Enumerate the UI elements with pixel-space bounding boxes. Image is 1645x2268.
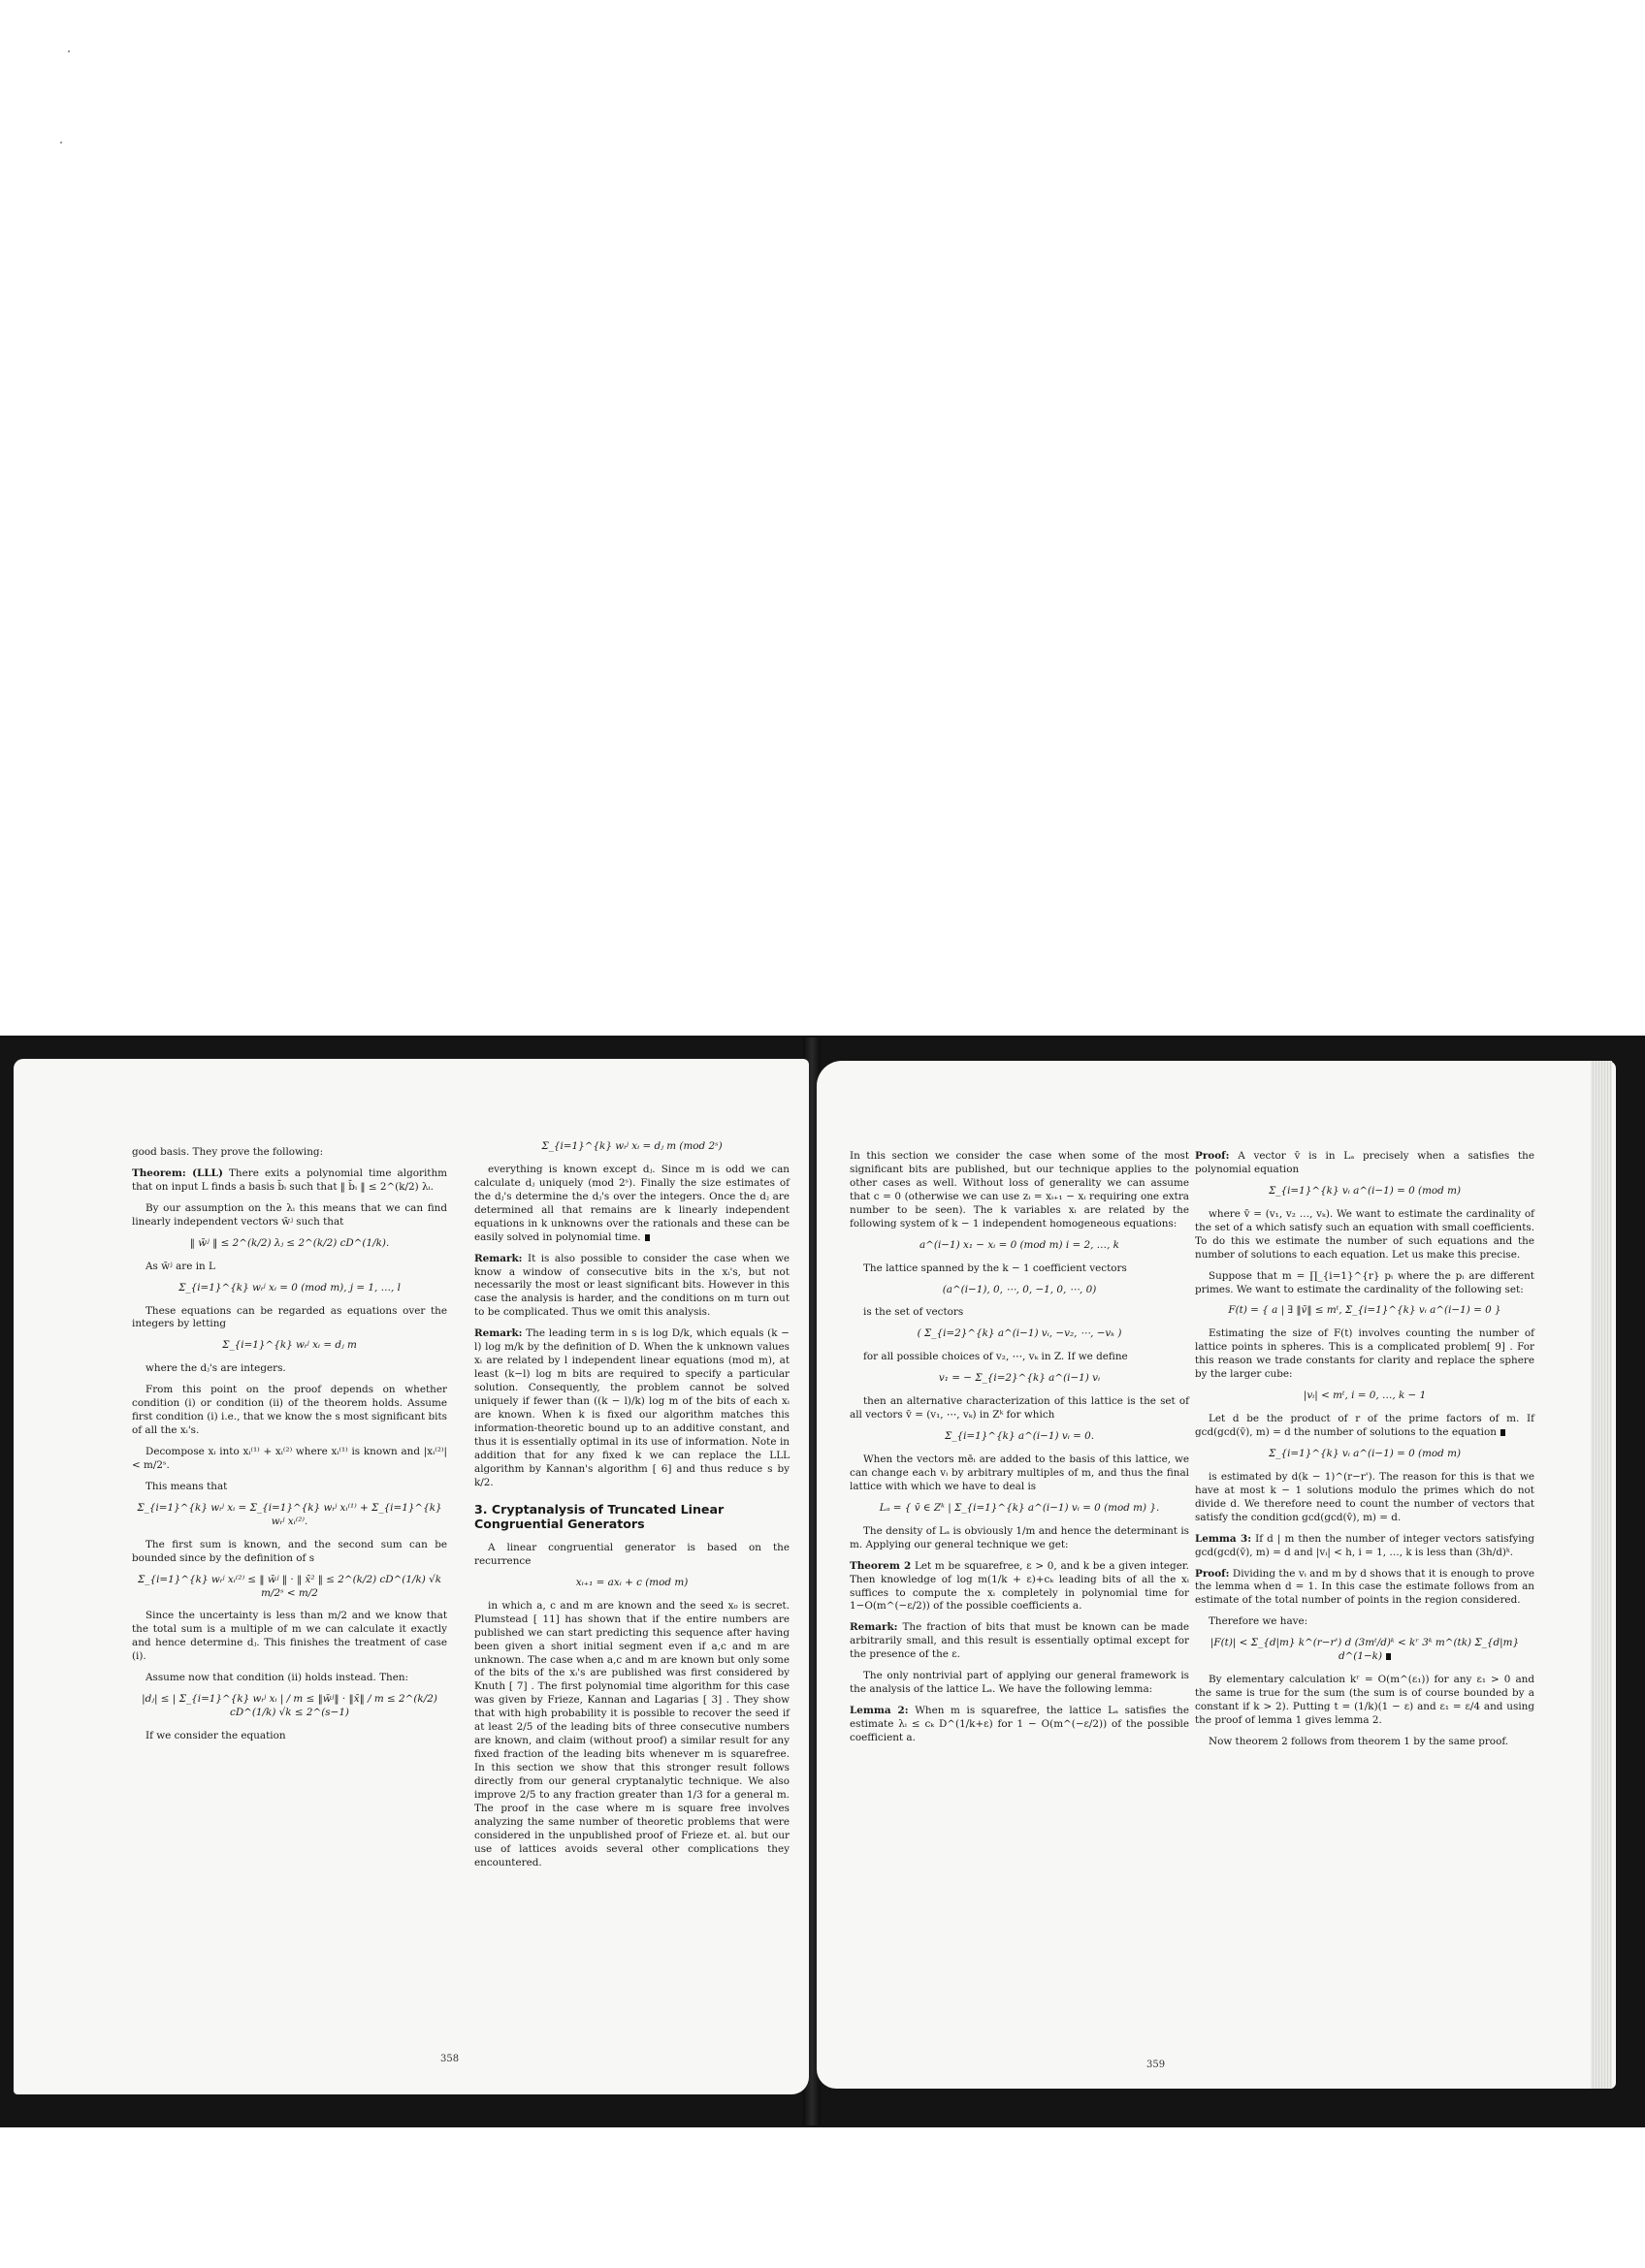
qed-mark [1386,1653,1391,1660]
paragraph: If we consider the equation [145,1730,286,1741]
paragraph: for all possible choices of v₂, ⋯, vₖ in Z. If we define [863,1351,1128,1363]
paragraph: Decompose xᵢ into xᵢ⁽¹⁾ + xᵢ⁽²⁾ where xᵢ⁽¹⁾ is known and |xᵢ⁽²⁾| < m/2ˢ. [132,1446,447,1471]
theorem-text: Let m be squarefree, ε > 0, and k be a given integer. Then knowledge of log m(1/k + ε)+cₖ leading bits of all the xᵢ suffices to compute the xᵢ completely in polynomial time for 1−O(m^(−ε/2)) of the possible coefficients a. [850,1559,1189,1613]
paragraph: is the set of vectors [863,1306,964,1319]
paragraph: From this point on the proof depends on whether condition (i) or condition (ii) of the theorem holds. Assume first condition (i) i.e., that we know the s most significant bits of all the xᵢ's. [132,1384,447,1437]
section-heading: 3. Cryptanalysis of Truncated Linear Congruential Generators [474,1501,725,1532]
paragraph: where v̄ = (v₁, v₂ …, vₖ). We want to estimate the cardinality of the set of a which satisfy such an equation with small coefficients. To do this we estimate the number of such equations and the number of solutions to each equation. Let us make this precise. [1195,1207,1534,1261]
right-page-column-1 [850,1150,1189,1753]
qed-mark [1500,1429,1505,1436]
theorem-block [132,1167,447,1195]
remark-text: The leading term in s is log D/k, which equals (k − l) log m/k by the definition of D. When the k unknown values xᵢ are related by l independent linear equations (mod m), at least (k−l) log m bits are required to specify a particular solution. Consequently, the problem cannot be solved uniquely if fewer than ((k − l)/k) log m of the bits of each xᵢ are known. When k is fixed our algorithm matches this information-theoretic bound up to an additive constant, and thus it is essentially optimal in its use of information. Note in addition that for any fixed k we can replace the LLL algorithm by Kannan's algorithm [ 6] and thus reduce s by k/2. [474,1327,790,1488]
equation: Lₐ = { v̄ ∈ Zᵏ | Σ_{i=1}^{k} a^(i−1) vᵢ = 0 (mod m) }. [879,1501,1160,1514]
paragraph: A linear congruential generator is based on the recurrence [474,1541,790,1567]
paragraph: The first sum is known, and the second sum can be bounded since by the definition of s [132,1538,447,1564]
equation: (a^(i−1), 0, ⋯, 0, −1, 0, ⋯, 0) [942,1283,1097,1295]
scan-speck [68,50,70,52]
remark-block [850,1621,1189,1662]
paragraph: everything is known except dⱼ. Since m is odd we can calculate dⱼ uniquely (mod 2ˢ). Finally the size estimates of the dⱼ's determine the dⱼ's over the integers. Once the dⱼ are determined all that remains are k linearly independent equations in k unknowns over the rationals and these can be easily solved in polynomial time. [474,1163,790,1243]
theorem-label: Lemma 2: [850,1705,909,1717]
paragraph: good basis. They prove the following: [132,1146,324,1158]
paragraph: By our assumption on the λᵢ this means that we can find linearly independent vectors w̄ʲ such that [132,1201,447,1228]
equation: Σ_{i=1}^{k} vᵢ a^(i−1) = 0 (mod m) [1268,1184,1462,1197]
remark-text: It is also possible to consider the case when we know a window of consecutive bits in the xᵢ's, but not necessarily the most or least significant bits. However in this case the analysis is harder, and the conditions on m turn out to be complicated. Thus we omit this analysis. [474,1252,790,1319]
paragraph: As w̄ʲ are in L [145,1260,215,1272]
theorem-block [1195,1533,1534,1560]
equation: |F(t)| < Σ_{d|m} k^(r−r') d (3mᵗ/d)ᵏ < kʳ 3ᵏ m^(tk) Σ_{d|m} d^(1−k) [1210,1637,1520,1663]
paragraph: The only nontrivial part of applying our general framework is the analysis of the lattice Lₐ. We have the following lemma: [850,1670,1189,1696]
paragraph: Assume now that condition (ii) holds instead. Then: [145,1672,409,1684]
paragraph: When the vectors mēᵢ are added to the basis of this lattice, we can change each vᵢ by arbitrary multiples of m, and thus the final lattice with which we have to deal is [850,1453,1189,1492]
paragraph: then an alternative characterization of this lattice is the set of all vectors v̄ = (v₁, ⋯, vₖ) in Zᵏ for which [850,1395,1189,1421]
equation: Σ_{i=1}^{k} wᵢʲ xᵢ = dⱼ m (mod 2ˢ) [541,1140,723,1152]
remark-block [474,1253,790,1321]
paragraph: Now theorem 2 follows from theorem 1 by the same proof. [1209,1735,1509,1747]
equation: Σ_{i=1}^{k} wᵢʲ xᵢ = Σ_{i=1}^{k} wᵢʲ xᵢ⁽¹⁾ + Σ_{i=1}^{k} wᵢʲ xᵢ⁽²⁾. [137,1501,442,1527]
theorem-text: A vector v̄ is in Lₐ precisely when a satisfies the polynomial equation [1195,1150,1534,1175]
paragraph: Let d be the product of r of the prime factors of m. If gcd(gcd(v̄), m) = d the number of solutions to the equation [1195,1413,1534,1438]
remark-text: The fraction of bits that must be known can be made arbitrarily small, and this result is essentially optimal except for the presence of the ε. [850,1621,1189,1661]
paragraph: This means that [145,1480,228,1492]
paragraph: is estimated by d(k − 1)^(r−r'). The reason for this is that we have at most k − 1 solutions modulo the primes which do not divide d. We therefore need to count the number of vectors that satisfy the condition gcd(gcd(v̄), m) = d. [1195,1470,1534,1523]
theorem-label: Lemma 3: [1195,1532,1252,1545]
theorem-block [1195,1568,1534,1609]
theorem-text: Dividing the vᵢ and m by d shows that it is enough to prove the lemma when d = 1. In this case the estimate follows from an estimate of the total number of points in the region considered. [1195,1567,1534,1607]
paragraph: Since the uncertainty is less than m/2 and we know that the total sum is a multiple of m we can calculate it exactly and hence determine dⱼ. This finishes the treatment of case (i). [132,1610,447,1663]
qed-mark [645,1234,650,1241]
page-edge-stack [1591,1061,1612,2089]
paragraph: In this section we consider the case when some of the most significant bits are published, but our technique applies to the other cases as well. Without loss of generality we can assume that c = 0 (otherwise we can use zᵢ = xᵢ₊₁ − xᵢ requiring one extra number to be seen). The k variables xᵢ are related by the following system of k − 1 independent homogeneous equations: [850,1150,1189,1230]
theorem-text: When m is squarefree, the lattice Lₐ satisfies the estimate λᵢ ≤ cₖ D^(1/k+ε) for 1 − O(m^(−ε/2)) of the possible coefficient a. [850,1705,1190,1743]
equation: Σ_{i=1}^{k} a^(i−1) vᵢ = 0. [944,1430,1095,1443]
equation: Σ_{i=1}^{k} wᵢʲ xᵢ = dⱼ m [222,1339,357,1352]
paragraph: The density of Lₐ is obviously 1/m and hence the determinant is m. Applying our general technique we get: [850,1524,1189,1550]
equation: |vᵢ| < mᵗ, i = 0, …, k − 1 [1303,1390,1427,1402]
theorem-block [850,1705,1189,1745]
left-page-column-2 [474,1134,790,1878]
theorem-label: Proof: [1195,1150,1230,1162]
equation: Σ_{i=1}^{k} vᵢ a^(i−1) = 0 (mod m) [1268,1447,1462,1459]
equation: ( Σ_{i=2}^{k} a^(i−1) vᵢ, −v₂, ⋯, −vₖ ) [917,1327,1122,1340]
theorem-block [1195,1150,1534,1177]
left-page-column-1 [132,1146,447,1751]
paragraph: where the dⱼ's are integers. [145,1362,286,1375]
remark-label: Remark: [474,1252,523,1264]
paragraph: in which a, c and m are known and the seed x₀ is secret. Plumstead [ 11] has shown that if the entire numbers are published we can start predicting this sequence after having been given a short initial segment even if a,c and m are unknown. The case when a,c and m are known but only some of the bits of the xᵢ's are published was first considered by Knuth [ 7] . The first polynomial time algorithm for this case was given by Frieze, Kannan and Lagarias [ 3] . They show that with high probability it is possible to recover the seed if at least 2/5 of the leading bits of three consecutive numbers are known, and claim (without proof) a similar result for any fixed fraction of the leading bits whenever m is squarefree. In this section we show that this stronger result follows directly from our general cryptanalytic technique. We also improve 2/5 to any fraction greater than 1/3 for a general m. The proof in the case where m is square free involves analyzing the same number of theoretic problems that were considered in the unpublished proof of Frieze et. al. but our use of lattices avoids several other complications they encountered. [474,1599,790,1869]
page-number: 358 [440,2054,460,2064]
page-number: 359 [1146,2060,1166,2070]
equation: xᵢ₊₁ = axᵢ + c (mod m) [575,1576,689,1588]
equation: F(t) = { a | ∃ ‖v̄‖ ≤ mᵗ, Σ_{i=1}^{k} vᵢ a^(i−1) = 0 } [1228,1304,1501,1317]
theorem-label: Proof: [1195,1567,1230,1580]
paragraph: Therefore we have: [1209,1615,1308,1628]
equation: Σ_{i=1}^{k} wᵢʲ xᵢ⁽²⁾ ≤ ‖ w̄ʲ ‖ · ‖ x̄² ‖ ≤ 2^(k/2) cD^(1/k) √k m/2ˢ < m/2 [137,1573,442,1599]
equation: Σ_{i=1}^{k} wᵢʲ xᵢ = 0 (mod m), j = 1, …, l [178,1281,401,1294]
theorem-text: If d | m then the number of integer vectors satisfying gcd(gcd(v̄), m) = d and |vᵢ| < h, i = 1, …, k is less than (3h/d)ᵏ. [1195,1532,1535,1558]
theorem-label: Theorem 2 [850,1559,912,1572]
remark-block [474,1327,790,1489]
paragraph: Suppose that m = ∏_{i=1}^{r} pᵢ where the pᵢ are different primes. We want to estimate the cardinality of the following set: [1195,1269,1534,1295]
remark-label: Remark: [474,1327,523,1340]
paragraph: These equations can be regarded as equations over the integers by letting [132,1304,447,1330]
scan-speck [60,142,62,144]
right-page-column-2 [1195,1150,1534,1757]
remark-label: Remark: [850,1621,898,1634]
equation: a^(i−1) x₁ − xᵢ = 0 (mod m) i = 2, …, k [919,1238,1119,1251]
theorem-text: There exits a polynomial time algorithm that on input L finds a basis b̄ᵢ such that ‖ b̄ᵢ ‖ ≤ 2^(k/2) λᵢ. [132,1166,447,1193]
paragraph: Estimating the size of F(t) involves counting the number of lattice points in spheres. This is a complicated problem[ 9] . For this reason we trade constants for clarity and replace the sphere by the larger cube: [1195,1327,1534,1381]
right-page [817,1061,1616,2089]
paragraph: By elementary calculation kʳ = O(m^(ε₁)) for any ε₁ > 0 and the same is true for the sum (the sum is of course bounded by a constant if k > 2). Putting t = (1/k)(1 − ε) and ε₁ = ε/4 and using the proof of lemma 1 gives lemma 2. [1195,1674,1534,1726]
theorem-block [850,1560,1189,1614]
equation: v₁ = − Σ_{i=2}^{k} a^(i−1) vᵢ [938,1372,1101,1385]
equation: |dⱼ| ≤ | Σ_{i=1}^{k} wᵢʲ xᵢ | / m ≤ ‖w̄ʲ‖ · ‖x̄‖ / m ≤ 2^(k/2) cD^(1/k) √k ≤ 2^(s−1) [142,1693,437,1719]
left-page [14,1059,809,2094]
theorem-label: Theorem: (LLL) [132,1166,223,1179]
paragraph: The lattice spanned by the k − 1 coefficient vectors [863,1262,1127,1274]
equation: ‖ w̄ʲ ‖ ≤ 2^(k/2) λⱼ ≤ 2^(k/2) cD^(1/k). [189,1236,390,1249]
